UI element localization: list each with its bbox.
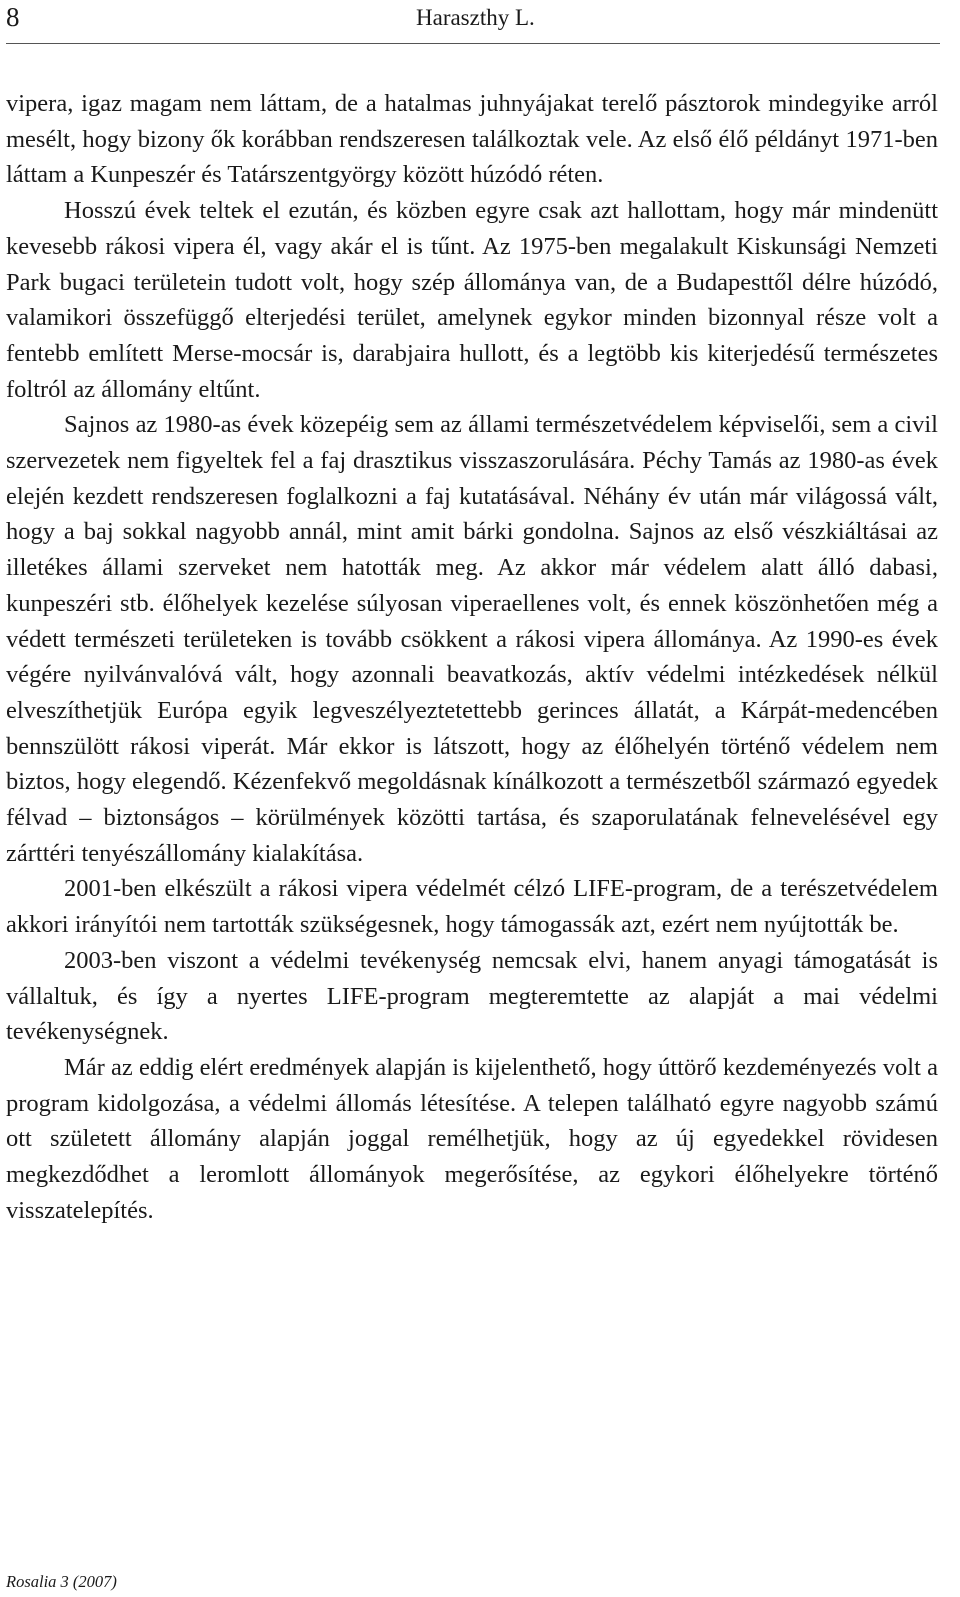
journal-citation: Rosalia 3 (2007)	[6, 1572, 117, 1591]
header-rule	[6, 43, 940, 44]
paragraph: Már az eddig elért eredmények alapján is kijelenthető, hogy úttörő kezdeményezés volt a program kidolgozása, a védelmi állomás létesítése. A telepen található egyre nagyobb számú ott született állomány alapján joggal remélhetjük, hogy az új egyedekkel rövidesen megkezdődhet a leromlott állományok megerősítése, az egykori élőhelyekre történő visszatelepítés.	[6, 1053, 938, 1224]
paragraph: Hosszú évek teltek el ezután, és közben egyre csak azt hallottam, hogy már mindenütt kevesebb rákosi vipera él, vagy akár el is tűnt. Az 1975-ben megalakult Kiskunsági Nemzeti Park bugaci területein tudott volt, hogy szép állománya van, de a Budapesttől délre húzódó, valamikori összefüggő elterjedési terület, amelynek egykor minden bizonnyal része volt a fentebb említett Merse-mocsár is, darabjaira hullott, és a legtöbb kis kiterjedésű természetes foltról az állomány eltűnt.	[6, 197, 938, 403]
running-head-author: Haraszthy L.	[416, 5, 535, 30]
page-number: 8	[6, 2, 20, 32]
paragraph: Sajnos az 1980-as évek közepéig sem az állami természetvédelem képviselői, sem a civil szervezetek nem figyeltek fel a faj drasztikus visszaszorulására. Péchy Tamás az 1980-as évek elején kezdett rendszeresen foglalkozni a faj kutatásával. Néhány év után már világossá vált, hogy a baj sokkal nagyobb annál, mint amit bárki gondolna. Sajnos az első vészkiáltásai az illetékes állami szerveket nem hatották meg. Az akkor már védelem alatt álló dabasi, kunpeszéri stb. élőhelyek kezelése súlyosan viperaellenes volt, és ennek köszönhetően még a védett természeti területeken is tovább csökkent a rákosi vipera állománya. Az 1990-es évek végére nyilvánvalóvá vált, hogy azonnali beavatkozás, aktív védelmi intézkedések nélkül elveszíthetjük Európa egyik legveszélyeztetettebb gerinces állatát, a Kárpát-medencében bennszülött rákosi viperát. Már ekkor is látszott, hogy az élőhelyén történő védelem nem biztos, hogy elegendő. Kézenfekvő megoldásnak kínálkozott a természetből származó egyedek félvad – biztonságos – körülmények közötti tartása, és szaporulatának felnevelésével egy zárttéri tenyészállomány kialakítása.	[6, 411, 938, 867]
paragraph: vipera, igaz magam nem láttam, de a hatalmas juhnyájakat terelő pásztorok mindegyike arról mesélt, hogy bizony ők korábban rendszeresen találkoztak vele. Az első élő példányt 1971-ben láttam a Kunpeszér és Tatárszentgyörgy között húzódó réten.	[6, 90, 938, 189]
paragraph: 2003-ben viszont a védelmi tevékenység nemcsak elvi, hanem anyagi támogatását is vállaltuk, és így a nyertes LIFE-program megteremtette az alapját a mai védelmi tevékenységnek.	[6, 946, 938, 1046]
paragraph: 2001-ben elkészült a rákosi vipera védelmét célzó LIFE-program, de a terészetvédelem akkori irányítói nem tartották szükségesnek, hogy támogassák azt, ezért nem nyújtották be.	[6, 875, 938, 939]
page-header	[6, 2, 940, 42]
body-text	[6, 86, 938, 1229]
